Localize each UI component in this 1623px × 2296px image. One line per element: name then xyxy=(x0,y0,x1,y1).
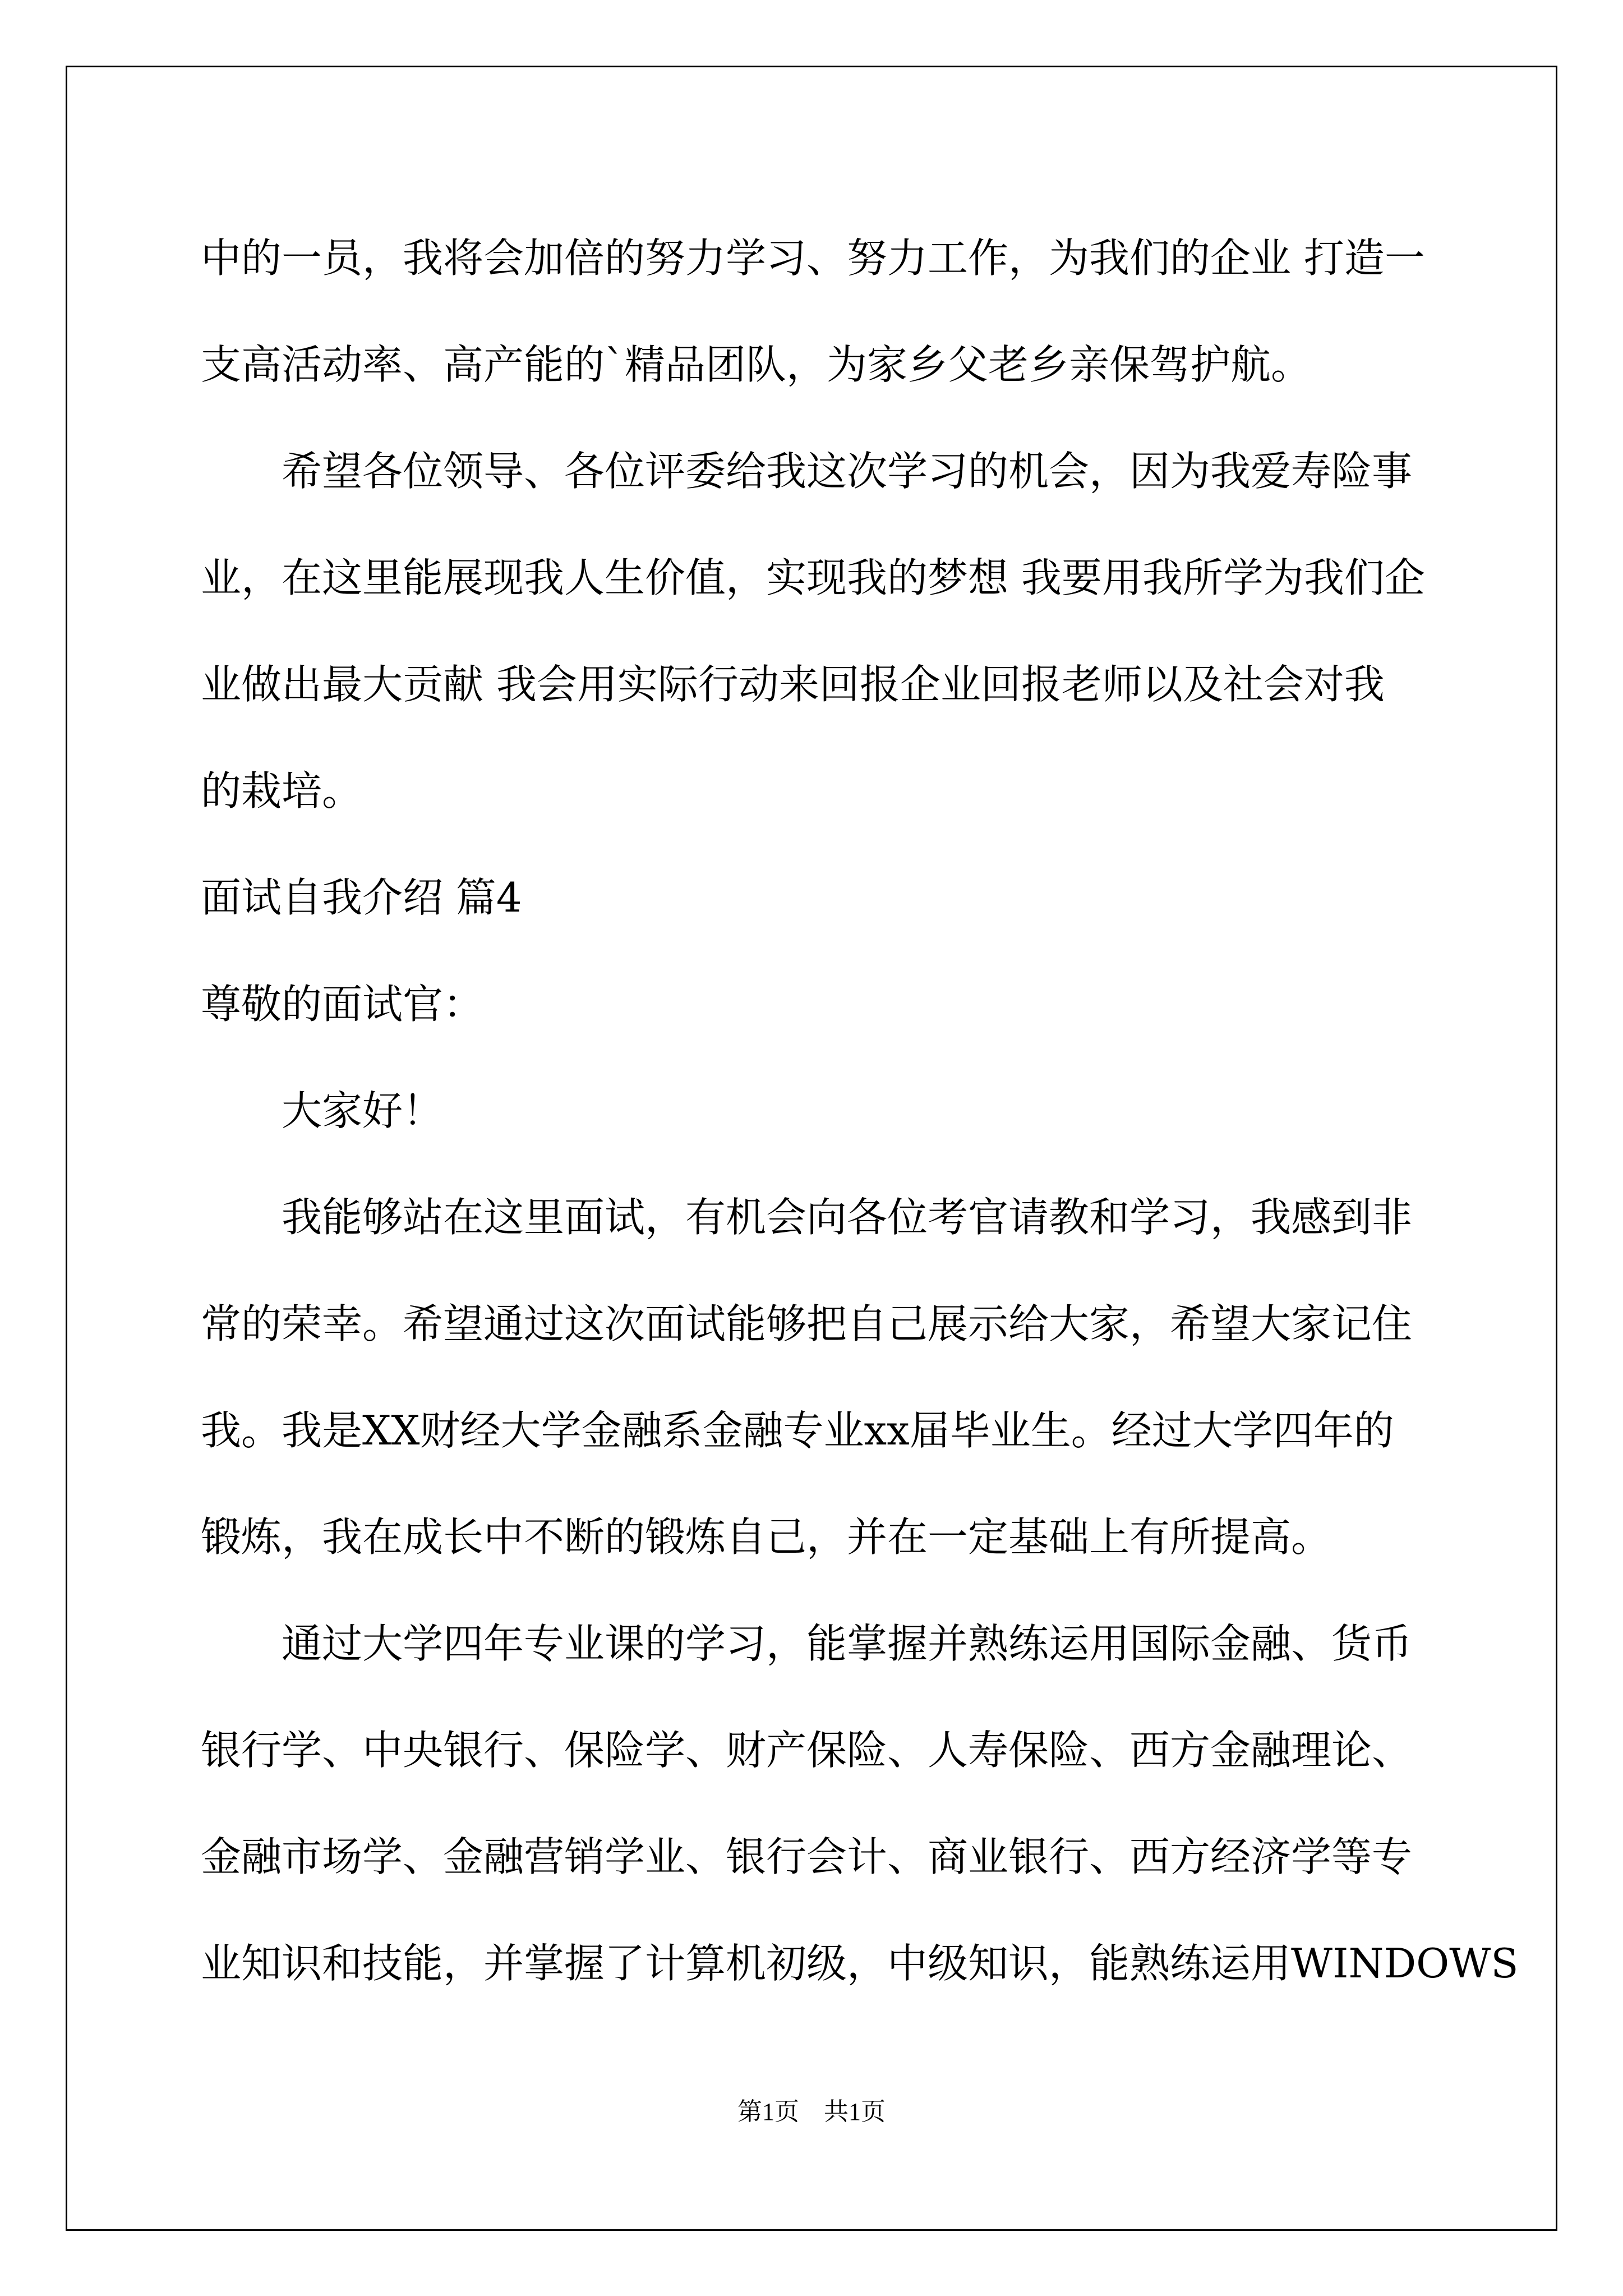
text-line: 希望各位领导、各位评委给我这次学习的机会，因为我爱寿险事 xyxy=(201,448,1413,495)
text-line: 的栽培。 xyxy=(201,767,363,815)
text-line: 业，在这里能展现我人生价值，实现我的梦想 我要用我所学为我们企 xyxy=(201,554,1425,601)
text-line: 支高活动率、高产能的`精品团队，为家乡父老乡亲保驾护航。 xyxy=(201,341,1312,388)
text-line: 我。我是XX财经大学金融系金融专业xx届毕业生。经过大学四年的 xyxy=(201,1407,1394,1454)
salutation: 尊敬的面试官： xyxy=(201,981,484,1028)
text-line: 金融市场学、金融营销学业、银行会计、商业银行、西方经济学等专 xyxy=(201,1833,1413,1880)
text-line: 业知识和技能，并掌握了计算机初级，中级知识，能熟练运用WINDOWS xyxy=(201,1940,1519,1987)
text-line: 业做出最大贡献 我会用实际行动来回报企业回报老师以及社会对我 xyxy=(201,661,1385,708)
text-line: 我能够站在这里面试，有机会向各位考官请教和学习，我感到非 xyxy=(201,1194,1413,1241)
text-line: 锻炼，我在成长中不断的锻炼自己，并在一定基础上有所提高。 xyxy=(201,1513,1332,1561)
greeting: 大家好！ xyxy=(201,1087,444,1134)
text-line: 中的一员，我将会加倍的努力学习、努力工作，为我们的企业 打造一 xyxy=(201,234,1425,282)
text-line: 常的荣幸。希望通过这次面试能够把自己展示给大家，希望大家记住 xyxy=(201,1300,1413,1347)
text-line: 银行学、中央银行、保险学、财产保险、人寿保险、西方金融理论、 xyxy=(201,1727,1413,1774)
document-body xyxy=(201,205,1519,2017)
page-footer: 第1页 共1页 xyxy=(737,2098,886,2125)
text-line: 通过大学四年专业课的学习，能掌握并熟练运用国际金融、货币 xyxy=(201,1620,1413,1667)
section-heading: 面试自我介绍 篇4 xyxy=(201,874,522,921)
